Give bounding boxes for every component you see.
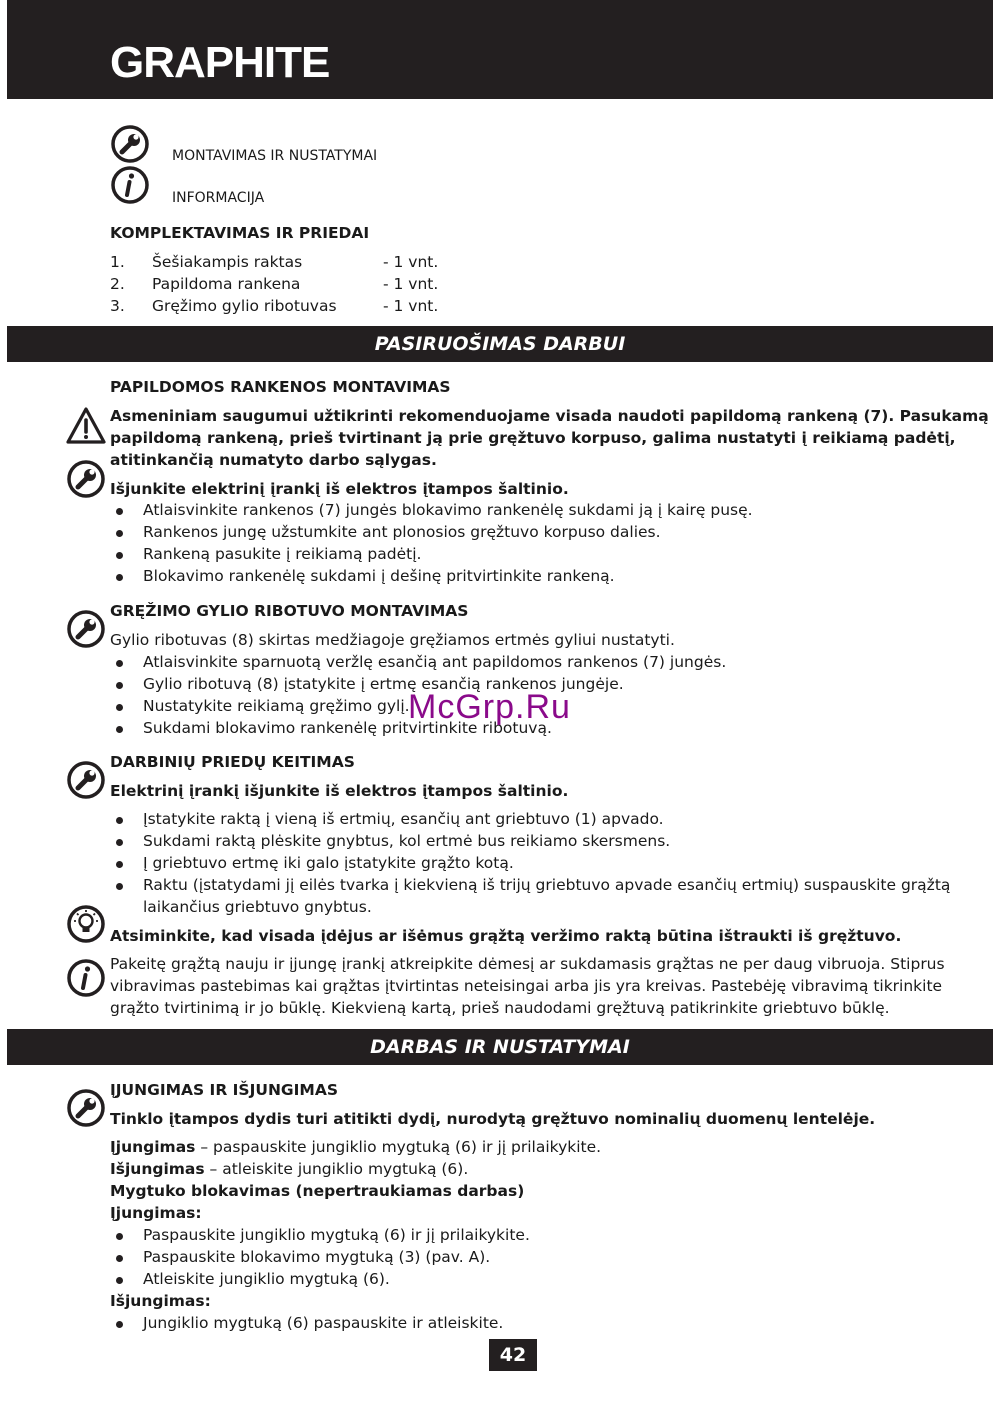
bullet-dot bbox=[116, 1233, 123, 1240]
onoff-instruction: Tinklo įtampos dydis turi atitikti dydį, nurodytą gręžtuvo nominalių duomenų lentelėje. bbox=[110, 1110, 876, 1128]
info-icon bbox=[110, 165, 150, 205]
handle-title: PAPILDOMOS RANKENOS MONTAVIMAS bbox=[110, 378, 451, 396]
bullet-dot bbox=[116, 682, 123, 689]
kit-item-qty: - 1 vnt. bbox=[383, 253, 439, 271]
list-item: Rankenos jungę užstumkite ant plonosios gręžtuvo korpuso dalies. bbox=[143, 523, 661, 541]
kit-item-qty: - 1 vnt. bbox=[383, 275, 439, 293]
list-item: Paspauskite jungiklio mygtuką (6) ir jį prilaikykite. bbox=[143, 1226, 530, 1244]
switch-off-label: Išjungimas bbox=[110, 1160, 205, 1178]
bullet-dot bbox=[116, 1255, 123, 1262]
bullet-dot bbox=[116, 817, 123, 824]
wrench-icon bbox=[110, 124, 150, 164]
list-item: Įstatykite raktą į vieną iš ertmių, esančių ant griebtuvo (1) apvado. bbox=[143, 810, 664, 828]
lock-on-label: Įjungimas: bbox=[110, 1204, 202, 1222]
wrench-icon bbox=[66, 1088, 106, 1128]
lock-title: Mygtuko blokavimas (nepertraukiamas darbas) bbox=[110, 1182, 525, 1200]
bullet-dot bbox=[116, 660, 123, 667]
handle-warning-line: Asmeniniam saugumui užtikrinti rekomenduojame visada naudoti papildomą rankeną (7). Pasukamą bbox=[110, 407, 989, 425]
list-item: Atlaisvinkite sparnuotą veržlę esančią ant papildomos rankenos (7) jungės. bbox=[143, 653, 727, 671]
brand-logo: GRAPHITE bbox=[110, 38, 330, 87]
tools-instruction: Elektrinį įrankį išjunkite iš elektros įtampos šaltinio. bbox=[110, 782, 569, 800]
warning-icon bbox=[66, 406, 106, 446]
lightbulb-icon bbox=[66, 904, 106, 944]
bullet-dot bbox=[116, 839, 123, 846]
kit-item-name: Papildoma rankena bbox=[152, 275, 301, 293]
kit-item-qty: - 1 vnt. bbox=[383, 297, 439, 315]
info-line: grąžto tvirtinimą ir jo būklę. Kiekvieną kartą, prieš naudodami gręžtuvą patikrinkite griebtuvo būklę. bbox=[110, 999, 890, 1017]
list-item: Atlaisvinkite rankenos (7) jungės blokavimo rankenėlę sukdami ją į kairę pusę. bbox=[143, 501, 753, 519]
switch-on-label: Įjungimas bbox=[110, 1138, 196, 1156]
onoff-title: ĮJUNGIMAS IR IŠJUNGIMAS bbox=[110, 1081, 338, 1099]
switch-off-text: – atleiskite jungiklio mygtuką (6). bbox=[204, 1160, 469, 1178]
info-line: vibravimas pastebimas kai grąžtas įtvirtintas neteisingai arba jis yra kreivas. Pastebėję vibravimą tikrinkite bbox=[110, 977, 943, 995]
info-icon bbox=[66, 958, 106, 998]
wrench-icon bbox=[66, 459, 106, 499]
list-item: Blokavimo rankenėlę sukdami į dešinę pritvirtinkite rankeną. bbox=[143, 567, 615, 585]
list-item-continuation: laikančius griebtuvo gnybtus. bbox=[143, 898, 372, 916]
bullet-dot bbox=[116, 861, 123, 868]
bullet-dot bbox=[116, 1277, 123, 1284]
handle-warning-line: papildomą rankeną, prieš tvirtinant ją prie gręžtuvo korpuso, galima nustatyti į reikiamą padėtį, bbox=[110, 429, 956, 447]
kit-item-num: 3. bbox=[110, 297, 125, 315]
info-line: Pakeitę grąžtą nauju ir įjungę įrankį atkreipkite dėmesį ar sukdamasis grąžtas ne per daug vibruoja. Stiprus bbox=[110, 955, 945, 973]
legend-label-info: INFORMACIJA bbox=[172, 190, 265, 206]
kit-item-num: 2. bbox=[110, 275, 125, 293]
lock-off-label: Išjungimas: bbox=[110, 1292, 211, 1310]
legend-label-mounting: MONTAVIMAS IR NUSTATYMAI bbox=[172, 148, 378, 164]
bullet-dot bbox=[116, 530, 123, 537]
kit-title: KOMPLEKTAVIMAS IR PRIEDAI bbox=[110, 224, 370, 242]
bullet-dot bbox=[116, 552, 123, 559]
switch-on-line bbox=[110, 1138, 601, 1156]
list-item: Nustatykite reikiamą gręžimo gylį. bbox=[143, 697, 410, 715]
kit-item-name: Šešiakampis raktas bbox=[152, 253, 303, 271]
wrench-icon bbox=[66, 760, 106, 800]
list-item: Gylio ribotuvą (8) įstatykite į ertmę esančią rankenos jungėje. bbox=[143, 675, 624, 693]
list-item: Į griebtuvo ertmę iki galo įstatykite grąžto kotą. bbox=[143, 854, 514, 872]
list-item: Atleiskite jungiklio mygtuką (6). bbox=[143, 1270, 390, 1288]
page-number: 42 bbox=[489, 1339, 537, 1371]
bullet-dot bbox=[116, 508, 123, 515]
depth-title: GRĘŽIMO GYLIO RIBOTUVO MONTAVIMAS bbox=[110, 602, 469, 620]
depth-intro: Gylio ribotuvas (8) skirtas medžiagoje gręžiamos ertmės gyliui nustatyti. bbox=[110, 631, 675, 649]
list-item: Paspauskite blokavimo mygtuką (3) (pav. A). bbox=[143, 1248, 491, 1266]
kit-item-name: Gręžimo gylio ribotuvas bbox=[152, 297, 337, 315]
list-item: Rankeną pasukite į reikiamą padėtį. bbox=[143, 545, 422, 563]
list-item: Raktu (įstatydami jį eilės tvarka į kiekvieną iš trijų griebtuvo apvade esančių ertmių) suspauskite grąžtą bbox=[143, 876, 951, 894]
tip-text: Atsiminkite, kad visada įdėjus ar išėmus grąžtą veržimo raktą būtina ištraukti iš gręžtuvo. bbox=[110, 927, 902, 945]
bullet-dot bbox=[116, 574, 123, 581]
list-item: Sukdami blokavimo rankenėlę pritvirtinkite ribotuvą. bbox=[143, 719, 552, 737]
bullet-dot bbox=[116, 1321, 123, 1328]
section-title-operation: DARBAS IR NUSTATYMAI bbox=[7, 1029, 993, 1065]
switch-off-line bbox=[110, 1160, 468, 1178]
handle-warning-line: atitinkančią numatyto darbo sąlygas. bbox=[110, 451, 437, 469]
kit-item-num: 1. bbox=[110, 253, 125, 271]
section-title-preparation: PASIRUOŠIMAS DARBUI bbox=[7, 326, 993, 362]
bullet-dot bbox=[116, 726, 123, 733]
bullet-dot bbox=[116, 704, 123, 711]
handle-instruction: Išjunkite elektrinį įrankį iš elektros įtampos šaltinio. bbox=[110, 480, 569, 498]
tools-title: DARBINIŲ PRIEDŲ KEITIMAS bbox=[110, 753, 355, 771]
bullet-dot bbox=[116, 883, 123, 890]
watermark: McGrp.Ru bbox=[408, 688, 571, 726]
wrench-icon bbox=[66, 609, 106, 649]
switch-on-text: – paspauskite jungiklio mygtuką (6) ir jį prilaikykite. bbox=[195, 1138, 602, 1156]
list-item: Sukdami raktą plėskite gnybtus, kol ertmė bus reikiamo skersmens. bbox=[143, 832, 671, 850]
list-item: Jungiklio mygtuką (6) paspauskite ir atleiskite. bbox=[143, 1314, 504, 1332]
